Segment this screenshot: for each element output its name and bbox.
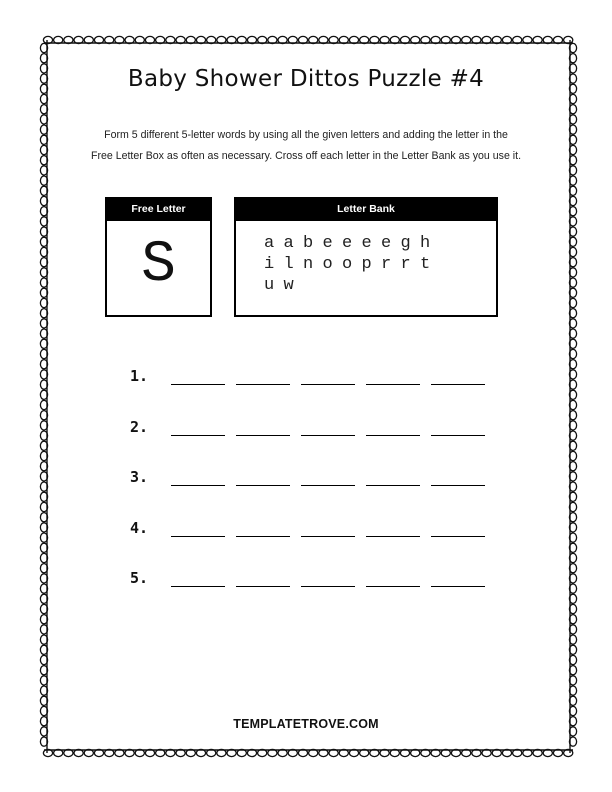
letter-bank-letter[interactable]: e (342, 234, 353, 253)
answer-blank-line[interactable] (301, 522, 355, 537)
answer-number: 4. (130, 518, 149, 537)
answer-blank-line[interactable] (366, 522, 420, 537)
answer-blank-line[interactable] (431, 572, 485, 587)
letter-bank-letters (236, 221, 496, 296)
letter-bank-letter[interactable]: o (322, 255, 333, 274)
letter-bank-header: Letter Bank (236, 199, 496, 221)
answer-number: 1. (130, 367, 149, 385)
answer-blank-line[interactable] (431, 370, 485, 385)
letter-bank-letter[interactable]: e (361, 234, 372, 253)
answer-blank-line[interactable] (236, 572, 290, 587)
letter-bank-letter[interactable]: w (283, 276, 294, 295)
instructions-text (70, 125, 542, 167)
answer-number: 3. (130, 468, 149, 486)
answer-blank-line[interactable] (366, 471, 420, 486)
letter-bank-letter[interactable]: g (400, 234, 411, 253)
answer-blank-line[interactable] (236, 471, 290, 486)
answer-row (130, 569, 485, 587)
letter-bank-letter[interactable]: b (303, 234, 314, 253)
instructions-line-1: Form 5 different 5-letter words by using all the given letters and adding the letter in the (104, 129, 508, 141)
answer-blank-line[interactable] (431, 421, 485, 436)
letter-bank-row (264, 254, 496, 275)
letter-bank-letter[interactable]: o (342, 255, 353, 274)
answer-blank-line[interactable] (301, 572, 355, 587)
letter-bank-row (264, 275, 496, 296)
puzzle-title: Baby Shower Dittos Puzzle #4 (127, 66, 485, 92)
answer-blank-line[interactable] (366, 421, 420, 436)
instructions-line-2: Free Letter Box as often as necessary. Cross off each letter in the Letter Bank as you use it. (90, 150, 522, 162)
answer-blank-line[interactable] (366, 370, 420, 385)
answer-blank-line[interactable] (301, 370, 355, 385)
letter-bank-letter[interactable]: r (381, 255, 392, 274)
answer-row (130, 519, 485, 537)
answer-number: 2. (130, 417, 149, 436)
letter-bank-letter[interactable]: t (420, 255, 431, 274)
answer-blank-line[interactable] (236, 522, 290, 537)
answer-blank-line[interactable] (171, 522, 225, 537)
answer-blank-line[interactable] (301, 471, 355, 486)
answer-blank-line[interactable] (301, 421, 355, 436)
answer-blank-line[interactable] (236, 370, 290, 385)
footer-site-name: TEMPLATETROVE.COM (233, 717, 379, 731)
answer-row (130, 367, 485, 385)
letter-bank-letter[interactable]: u (264, 276, 275, 295)
letter-bank-letter[interactable]: l (283, 255, 294, 274)
free-letter-box (105, 197, 212, 317)
answer-blank-line[interactable] (171, 370, 225, 385)
letter-bank-letter[interactable]: h (420, 234, 431, 253)
answer-blank-line[interactable] (431, 522, 485, 537)
letter-bank-letter[interactable]: p (361, 255, 372, 274)
letter-bank-letter[interactable]: n (303, 255, 314, 274)
letter-bank-letter[interactable]: a (264, 234, 275, 253)
answer-blank-line[interactable] (171, 471, 225, 486)
answer-blank-line[interactable] (236, 421, 290, 436)
answer-number: 5. (130, 569, 149, 587)
answer-row (130, 418, 485, 436)
answer-blank-line[interactable] (171, 572, 225, 587)
letter-bank-row (264, 233, 496, 254)
free-letter-header: Free Letter (107, 199, 210, 221)
letter-bank-box (234, 197, 498, 317)
free-letter: S (141, 233, 176, 298)
answer-row (130, 468, 485, 486)
letter-bank-letter[interactable]: e (381, 234, 392, 253)
letter-bank-letter[interactable]: i (264, 255, 275, 274)
letter-bank-letter[interactable]: r (400, 255, 411, 274)
letter-bank-letter[interactable]: a (283, 234, 294, 253)
answer-blank-line[interactable] (366, 572, 420, 587)
answer-blank-line[interactable] (171, 421, 225, 436)
answer-blank-line[interactable] (431, 471, 485, 486)
letter-bank-letter[interactable]: e (322, 234, 333, 253)
